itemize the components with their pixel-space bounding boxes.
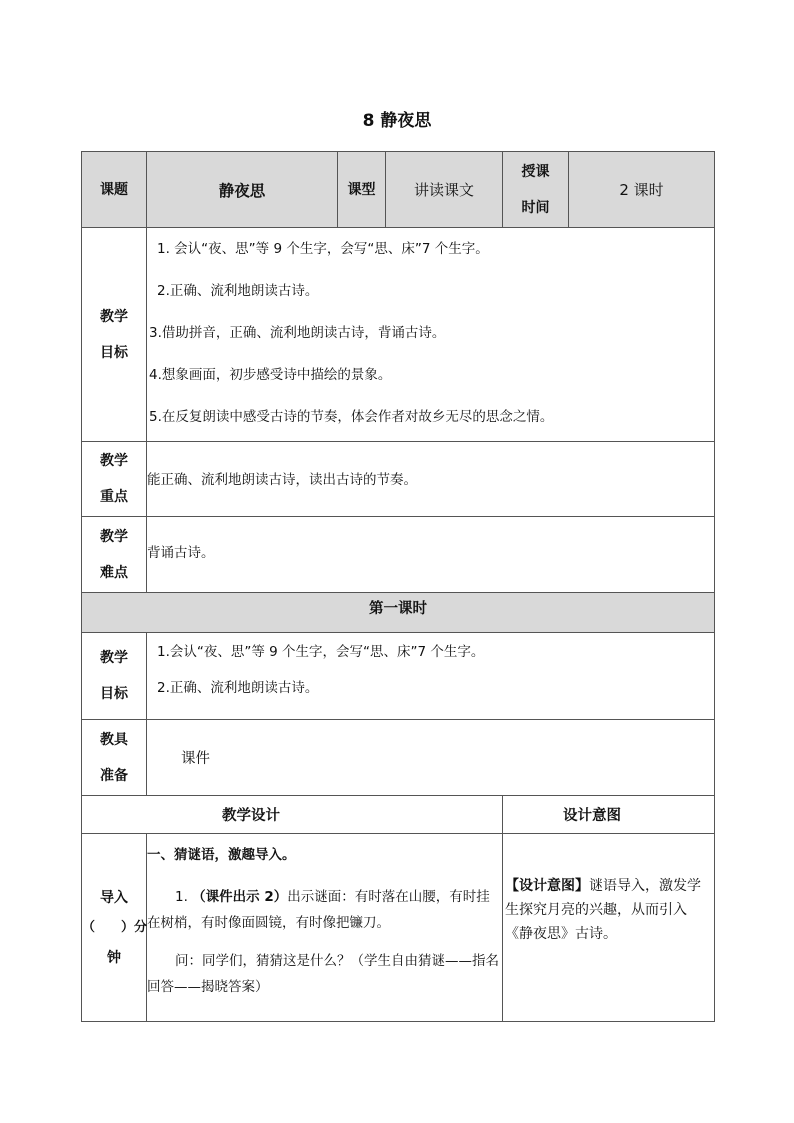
intro-label xyxy=(82,834,147,1022)
time-label xyxy=(503,152,569,228)
difficulty-text: 背诵古诗。 xyxy=(147,517,715,593)
goals-cell xyxy=(147,228,715,442)
intro-label-line-1: 导入 xyxy=(100,889,128,906)
lesson1-heading: 第一课时 xyxy=(82,593,715,633)
design-header-row xyxy=(82,796,715,834)
intro-content xyxy=(147,834,503,1022)
goals-row xyxy=(82,228,715,442)
intro-label-line-2: （ ）分 xyxy=(82,919,148,935)
focus-label-line-2: 重点 xyxy=(100,489,128,505)
tools-label xyxy=(82,720,147,796)
time-value: 2 课时 xyxy=(569,152,715,228)
intent-tag: 【设计意图】 xyxy=(505,878,589,894)
time-label-line-2: 时间 xyxy=(521,199,550,216)
lesson1-goals-row xyxy=(82,633,715,720)
intro-paragraph-2: 问：同学们，猜猜这是什么？（学生自由猜谜——指名回答——揭晓答案） xyxy=(147,953,499,995)
tools-label-line-1: 教具 xyxy=(100,731,128,748)
lesson1-goals-cell xyxy=(147,633,715,720)
tools-label-line-2: 准备 xyxy=(100,767,128,784)
goal-item: 4.想象画面，初步感受诗中描绘的景象。 xyxy=(149,367,392,383)
lesson1-goals-label xyxy=(82,633,147,720)
tools-row xyxy=(82,720,715,796)
topic-label: 课题 xyxy=(82,152,147,228)
focus-text: 能正确、流利地朗读古诗，读出古诗的节奏。 xyxy=(147,442,715,517)
focus-label xyxy=(82,442,147,517)
difficulty-row xyxy=(82,517,715,593)
goals-list xyxy=(147,240,714,426)
goals-label-line-2: 目标 xyxy=(100,344,128,361)
courseware-ref: （课件出示 2） xyxy=(192,889,288,905)
difficulty-label-line-2: 难点 xyxy=(100,564,128,581)
lesson1-goal-item: 2.正确、流利地朗读古诗。 xyxy=(157,680,319,696)
lesson1-goals-label-line-2: 目标 xyxy=(100,686,128,702)
focus-row xyxy=(82,442,715,517)
lesson1-heading-row xyxy=(82,593,715,633)
type-value: 讲读课文 xyxy=(386,152,503,228)
goal-item: 5.在反复朗读中感受古诗的节奏，体会作者对故乡无尽的思念之情。 xyxy=(149,409,554,425)
page-title: 8 静夜思 xyxy=(362,111,432,131)
intro-intent xyxy=(503,834,715,1022)
intent-text: 谜语导入，激发学生探究月亮的兴趣，从而引入《静夜思》古诗。 xyxy=(505,878,701,942)
intro-row xyxy=(82,834,715,1022)
intro-paragraph-1-lead: 1. xyxy=(175,889,193,905)
intro-paragraph-1-text: 出示谜面：有时落在山腰，有时挂在树梢，有时像面圆镜，有时像把镰刀。 xyxy=(147,889,490,931)
design-col-label: 教学设计 xyxy=(82,796,503,834)
difficulty-label-line-1: 教学 xyxy=(100,528,128,545)
intro-paragraph-1 xyxy=(147,884,502,936)
tools-value: 课件 xyxy=(147,720,715,796)
goals-label-line-1: 教学 xyxy=(100,308,128,325)
intent-col-label: 设计意图 xyxy=(503,796,715,834)
time-label-line-1: 授课 xyxy=(521,163,550,180)
intro-section-title: 一、猜谜语，激趣导入。 xyxy=(147,847,296,863)
lesson1-goal-item: 1.会认“夜、思”等 9 个生字，会写“思、床”7 个生字。 xyxy=(157,644,485,660)
goal-item: 2.正确、流利地朗读古诗。 xyxy=(157,283,319,299)
type-label: 课型 xyxy=(338,152,386,228)
goal-item: 1. 会认“夜、思”等 9 个生字，会写“思、床”7 个生字。 xyxy=(157,241,489,257)
focus-label-line-1: 教学 xyxy=(100,453,128,469)
difficulty-label xyxy=(82,517,147,593)
header-row xyxy=(82,152,715,228)
lesson1-goals-label-line-1: 教学 xyxy=(100,650,128,666)
lesson-plan-table xyxy=(81,151,715,1022)
goal-item: 3.借助拼音，正确、流利地朗读古诗，背诵古诗。 xyxy=(149,325,446,341)
goals-label xyxy=(82,228,147,442)
topic-value: 静夜思 xyxy=(147,152,338,228)
intro-label-line-3: 钟 xyxy=(107,949,121,966)
